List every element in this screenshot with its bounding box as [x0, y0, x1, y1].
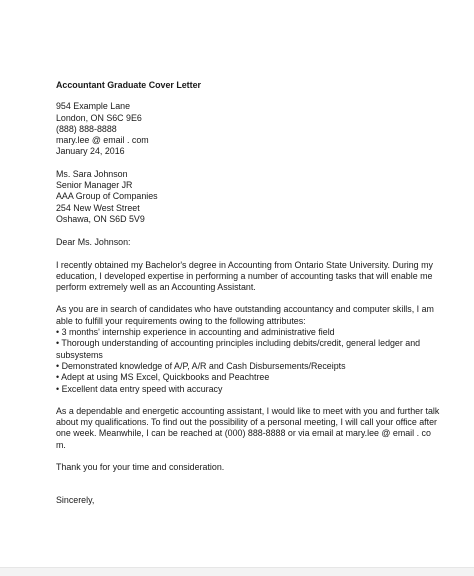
paragraph-line: one week. Meanwhile, I can be reached at (000) 888-8888 or via email at mary.lee @ email . co: [56, 428, 431, 439]
list-item: • Excellent data entry speed with accuracy: [56, 383, 223, 394]
letter-body: [56, 80, 440, 507]
signoff: Sincerely,: [56, 495, 95, 506]
sender-city: London, ON S6C 9E6: [56, 112, 142, 123]
qualification-list: [56, 327, 428, 395]
recipient-title: Senior Manager JR: [56, 180, 133, 191]
paragraph-introduction: [56, 259, 433, 294]
paragraph-line: I recently obtained my Bachelor's degree in Accounting from Ontario State University. During my: [56, 259, 433, 270]
paragraph-line: education, I developed expertise in performing a number of accounting tasks that will enable me: [56, 270, 433, 281]
sender-phone: (888) 888-8888: [56, 123, 117, 134]
sender-address: [56, 101, 428, 157]
paragraph-line: perform extremely well as an Accounting Assistant.: [56, 282, 256, 293]
recipient-street: 254 New West Street: [56, 202, 140, 213]
closing-thanks: Thank you for your time and consideration.: [56, 462, 225, 473]
paragraph-line: As a dependable and energetic accounting assistant, I would like to meet with you and further talk: [56, 405, 440, 416]
list-item: • Adept at using MS Excel, Quickbooks and Peachtree: [56, 372, 270, 383]
sender-street: 954 Example Lane: [56, 101, 131, 112]
page-bottom-edge: [0, 567, 474, 576]
list-item: subsystems: [56, 349, 103, 360]
recipient-address: [56, 169, 428, 225]
paragraph-closing: [56, 405, 440, 451]
paragraph-line: m.: [56, 439, 66, 450]
recipient-company: AAA Group of Companies: [56, 191, 158, 202]
list-item: • 3 months' internship experience in accounting and administrative field: [56, 327, 335, 338]
paragraph-line: As you are in search of candidates who have outstanding accountancy and computer skills, I am: [56, 304, 434, 315]
letter-date: January 24, 2016: [56, 146, 125, 157]
sender-email: mary.lee @ email . com: [56, 135, 149, 146]
recipient-city: Oshawa, ON S6D 5V9: [56, 213, 145, 224]
paragraph-line: about my qualifications. To find out the possibility of a personal meeting, I will call your office after: [56, 417, 438, 428]
recipient-name: Ms. Sara Johnson: [56, 168, 128, 179]
letter-title: Accountant Graduate Cover Letter: [56, 80, 201, 90]
salutation: Dear Ms. Johnson:: [56, 237, 131, 248]
list-item: • Demonstrated knowledge of A/P, A/R and Cash Disbursements/Receipts: [56, 360, 346, 371]
paragraph-requirements: [56, 304, 434, 327]
list-item: • Thorough understanding of accounting principles including debits/credit, general ledger and: [56, 338, 421, 349]
paragraph-line: able to fulfill your requirements owing to the following attributes:: [56, 315, 306, 326]
